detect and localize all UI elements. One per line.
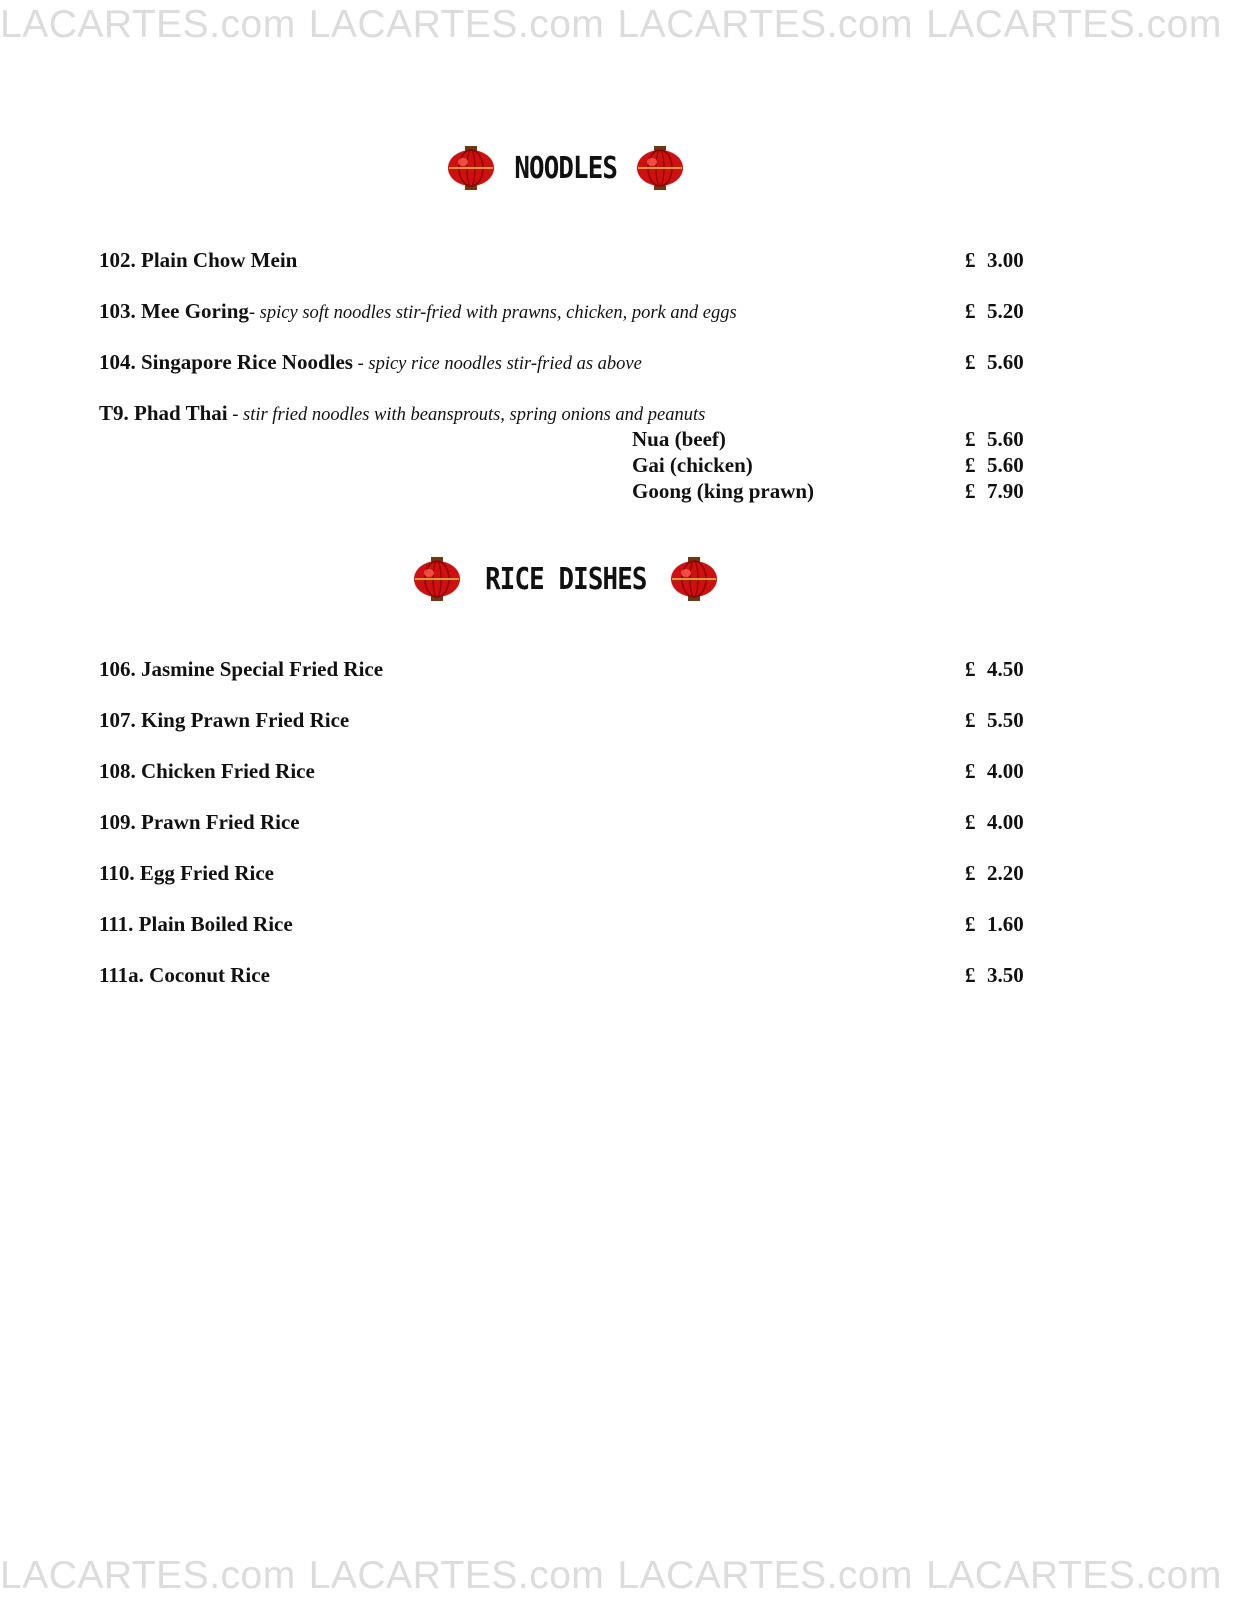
lantern-icon (635, 143, 685, 193)
currency-symbol: £ (965, 810, 976, 834)
price-value: 4.00 (987, 759, 1024, 783)
watermark-text: LACARTES.com (0, 3, 296, 46)
item-name: 107. King Prawn Fried Rice (99, 708, 350, 732)
menu-item (99, 960, 1026, 990)
watermark-text: LACARTES.com (926, 1554, 1222, 1597)
currency-symbol: £ (965, 453, 976, 477)
item-price (965, 807, 1045, 837)
item-name: 102. Plain Chow Mein (99, 248, 298, 272)
menu-item (99, 398, 1026, 428)
item-price (965, 960, 1045, 990)
variant-name: Nua (beef) (632, 427, 726, 451)
item-description: - stir fried noodles with beansprouts, spring onions and peanuts (227, 405, 706, 425)
currency-symbol: £ (965, 427, 976, 451)
currency-symbol: £ (965, 963, 976, 987)
currency-symbol: £ (965, 657, 976, 681)
price-value: 5.60 (987, 350, 1024, 374)
price-value: 4.00 (987, 810, 1024, 834)
price-value: 4.50 (987, 657, 1024, 681)
menu-item (99, 807, 1026, 837)
watermark-top (0, 3, 1222, 47)
currency-symbol: £ (965, 299, 976, 323)
price-value: 1.60 (987, 912, 1024, 936)
variant-name: Goong (king prawn) (632, 479, 815, 503)
currency-symbol: £ (965, 479, 976, 503)
variant-name: Gai (chicken) (632, 453, 753, 477)
menu-item (99, 858, 1026, 888)
item-description: - spicy rice noodles stir-fried as above (352, 354, 642, 374)
item-price (965, 245, 1045, 275)
item-name: 106. Jasmine Special Fried Rice (99, 657, 384, 681)
menu-item (99, 245, 1026, 275)
watermark-text: LACARTES.com (617, 3, 914, 46)
watermark-text: LACARTES.com (308, 3, 605, 46)
item-name: T9. Phad Thai (99, 401, 228, 425)
menu-item (99, 756, 1026, 786)
lantern-icon (669, 554, 719, 604)
currency-symbol: £ (965, 248, 976, 272)
price-value: 2.20 (987, 861, 1024, 885)
item-description: - spicy soft noodles stir-fried with prawns, chicken, pork and eggs (248, 303, 737, 323)
item-price (965, 654, 1045, 684)
menu-item (99, 347, 1026, 377)
watermark-text: LACARTES.com (0, 1554, 296, 1597)
menu-item (99, 654, 1026, 684)
item-name: 110. Egg Fried Rice (99, 861, 274, 885)
item-name: 111. Plain Boiled Rice (99, 912, 293, 936)
menu-item (99, 705, 1026, 735)
menu-item (99, 296, 1026, 326)
currency-symbol: £ (965, 350, 976, 374)
watermark-text: LACARTES.com (617, 1554, 914, 1597)
currency-symbol: £ (965, 708, 976, 732)
lantern-icon (446, 143, 496, 193)
currency-symbol: £ (965, 759, 976, 783)
section-title: NOODLES (514, 150, 617, 186)
watermark-text: LACARTES.com (308, 1554, 605, 1597)
item-name: 103. Mee Goring (99, 299, 249, 323)
section-heading-noodles (0, 138, 1131, 198)
item-name: 104. Singapore Rice Noodles (99, 350, 353, 374)
item-name: 108. Chicken Fried Rice (99, 759, 315, 783)
variant-price (965, 476, 1045, 506)
price-value: 5.60 (987, 453, 1024, 477)
price-value: 5.60 (987, 427, 1024, 451)
section-title: RICE DISHES (484, 561, 647, 597)
price-value: 7.90 (987, 479, 1024, 503)
item-price (965, 347, 1045, 377)
price-value: 3.50 (987, 963, 1024, 987)
section-heading-rice-dishes (0, 549, 1131, 609)
watermark-bottom (0, 1554, 1222, 1598)
currency-symbol: £ (965, 861, 976, 885)
lantern-icon (412, 554, 462, 604)
watermark-text: LACARTES.com (926, 3, 1222, 46)
menu-item (99, 909, 1026, 939)
item-price (965, 296, 1045, 326)
item-name: 109. Prawn Fried Rice (99, 810, 300, 834)
item-price (965, 705, 1045, 735)
price-value: 5.20 (987, 299, 1024, 323)
price-value: 3.00 (987, 248, 1024, 272)
price-value: 5.50 (987, 708, 1024, 732)
item-price (965, 858, 1045, 888)
item-price (965, 756, 1045, 786)
currency-symbol: £ (965, 912, 976, 936)
item-name: 111a. Coconut Rice (99, 963, 270, 987)
item-price (965, 909, 1045, 939)
